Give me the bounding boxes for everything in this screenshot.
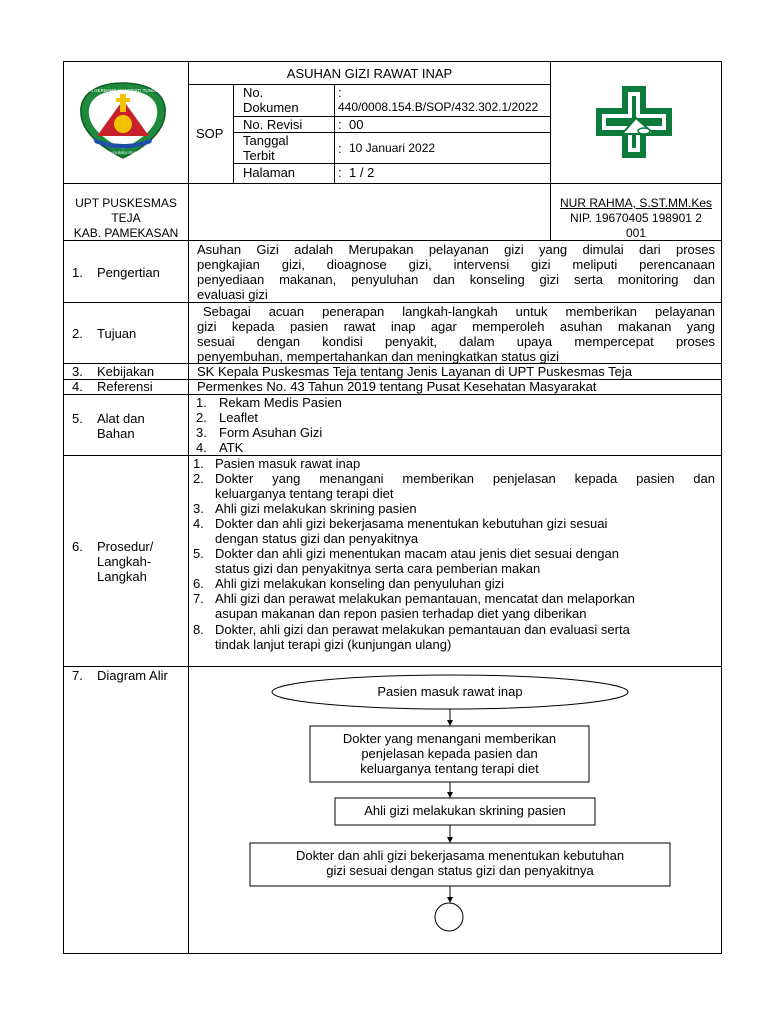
pengertian-label: Pengertian (97, 265, 160, 280)
kebijakan-label: Kebijakan (97, 364, 155, 379)
halaman-colon: : (338, 165, 342, 180)
prosedur-step-number: 4. (193, 516, 204, 531)
pengertian-line-3: penyediaan makanan, penyuluhan dan konseling gizi serta monitoring dan (197, 272, 715, 287)
prosedur-number: 6. (72, 539, 83, 554)
emblem-subtext: MEGA AYA BIRU ENDEGGO (97, 150, 149, 155)
prosedur-step-number: 3. (193, 501, 204, 516)
flow-node-1-text: Pasien masuk rawat inap (377, 684, 523, 699)
prosedur-step-text: Dokter dan ahli gizi menentukan macam atau jenis diet sesuai dengan (215, 546, 619, 561)
prosedur-step-text: Pasien masuk rawat inap (215, 456, 361, 471)
document-title: ASUHAN GIZI RAWAT INAP (286, 66, 453, 81)
flow-node-2-text-line3: keluarganya tentang terapi diet (360, 761, 539, 776)
prosedur-step-text-cont: tindak lanjut terapi gizi (kunjungan ulang) (215, 637, 452, 652)
prosedur-label-line2: Langkah- (97, 554, 152, 569)
tujuan-label: Tujuan (97, 326, 137, 341)
flow-node-4-text-line1: Dokter dan ahli gizi bekerjasama menentukan kebutuhan (295, 848, 625, 863)
revisi-value: 00 (349, 117, 364, 132)
revisi-label: No. Revisi (243, 117, 303, 132)
flow-node-2-text-line2: penjelasan kepada pasien dan (361, 746, 538, 761)
pengertian-line-4: evaluasi gizi (197, 287, 268, 302)
sop-label: SOP (196, 126, 224, 141)
signer-nip-line2: 001 (625, 226, 647, 240)
kebijakan-number: 3. (72, 364, 83, 379)
alat-item-number: 4. (196, 440, 207, 455)
alat-item-text: Leaflet (219, 410, 259, 425)
tanggal-value: 10 Januari 2022 (349, 141, 436, 155)
prosedur-step-text: Ahli gizi dan perawat melakukan pemantauan, mencatat dan melaporkan (215, 591, 635, 606)
tujuan-line-4: penyembuhan, mempertahankan dan meningkatkan status gizi (197, 349, 560, 364)
tujuan-line-3: sesuai dengan kondisi penyakit, dalam upaya mempercepat proses (197, 334, 715, 349)
prosedur-step-number: 5. (193, 546, 204, 561)
doc-no-colon: : (338, 85, 342, 100)
alat-item-number: 1. (196, 395, 207, 410)
org-line2: TEJA (111, 211, 141, 225)
prosedur-step-text: Dokter, ahli gizi dan perawat melakukan pemantauan dan evaluasi serta (215, 622, 630, 637)
prosedur-step-text-cont: dengan status gizi dan penyakitnya (215, 531, 419, 546)
prosedur-step-number: 8. (193, 622, 204, 637)
prosedur-step-number: 2. (193, 471, 204, 486)
flow-connector-node (435, 903, 463, 931)
alat-item-number: 2. (196, 410, 207, 425)
pengertian-line-1: Asuhan Gizi adalah Merupakan pelayanan gizi yang dimulai dari proses (197, 242, 715, 257)
prosedur-step-number: 1. (193, 456, 204, 471)
tanggal-label-line1: Tanggal (243, 133, 289, 148)
alat-label-line2: Bahan (97, 426, 135, 441)
doc-no-label-line1: No. (243, 85, 264, 100)
alat-item-text: Form Asuhan Gizi (219, 425, 323, 440)
referensi-label: Referensi (97, 379, 153, 394)
tanggal-colon: : (338, 141, 342, 156)
referensi-number: 4. (72, 379, 83, 394)
org-line1: UPT PUSKESMAS (75, 196, 177, 210)
tujuan-number: 2. (72, 326, 83, 341)
tujuan-line-1: Sebagai acuan penerapan langkah-langkah untuk memberikan pelayanan (203, 304, 715, 319)
alat-item-number: 3. (196, 425, 207, 440)
prosedur-step-text-cont: keluarganya tentang terapi diet (215, 486, 394, 501)
prosedur-step-text-cont: asupan makanan dan repon pasien terhadap diet yang diberikan (215, 606, 587, 621)
halaman-label: Halaman (243, 165, 296, 180)
prosedur-step-text: Dokter dan ahli gizi bekerjasama menentukan kebutuhan gizi sesuai (215, 516, 608, 531)
prosedur-step-text: Dokter yang menangani memberikan penjelasan kepada pasien dan (215, 471, 715, 486)
tanggal-label-line2: Terbit (243, 148, 275, 163)
diagram-number: 7. (72, 668, 83, 683)
prosedur-step-text: Ahli gizi melakukan konseling dan penyuluhan gizi (215, 576, 505, 591)
signer-nip-line1: NIP. 19670405 198901 2 (570, 211, 702, 225)
pengertian-line-2: pengkajian gizi, dioagnose gizi, intervensi gizi meliputi perencanaan (197, 257, 715, 272)
flow-node-4-text-line2: gizi sesuai dengan status gizi dan penyakitnya (326, 863, 594, 878)
alat-item-text: Rekam Medis Pasien (219, 395, 342, 410)
prosedur-step-number: 7. (193, 591, 204, 606)
halaman-value: 1 / 2 (349, 165, 375, 180)
alat-item-text: ATK (219, 440, 244, 455)
prosedur-step-number: 6. (193, 576, 204, 591)
signer-name: NUR RAHMA, S.ST.MM.Kes (559, 196, 712, 210)
revisi-colon: : (338, 117, 342, 132)
doc-no-value: 440/0008.154.B/SOP/432.302.1/2022 (338, 100, 539, 114)
pengertian-number: 1. (72, 265, 83, 280)
alat-number: 5. (72, 411, 83, 426)
prosedur-label-line3: Langkah (97, 569, 147, 584)
prosedur-step-text-cont: status gizi dan penyakitnya serta cara pemberian makan (215, 561, 541, 576)
kebijakan-text: SK Kepala Puskesmas Teja tentang Jenis Layanan di UPT Puskesmas Teja (197, 364, 633, 379)
referensi-text: Permenkes No. 43 Tahun 2019 tentang Pusat Kesehatan Masyarakat (197, 379, 597, 394)
flow-node-3-text: Ahli gizi melakukan skrining pasien (364, 803, 566, 818)
tujuan-line-2: gizi kepada pasien rawat inap agar memperoleh asuhan makanan yang (197, 319, 715, 334)
emblem-motto: BUMI GERBANG MANGESTI TUNGGAL (81, 88, 165, 93)
prosedur-step-text: Ahli gizi melakukan skrining pasien (215, 501, 417, 516)
flow-node-2-text-line1: Dokter yang menangani memberikan (342, 731, 557, 746)
org-line3: KAB. PAMEKASAN (73, 226, 179, 240)
diagram-label: Diagram Alir (97, 668, 168, 683)
prosedur-label-line1: Prosedur/ (97, 539, 154, 554)
alat-label-line1: Alat dan (97, 411, 145, 426)
doc-no-label-line2: Dokumen (243, 100, 299, 115)
